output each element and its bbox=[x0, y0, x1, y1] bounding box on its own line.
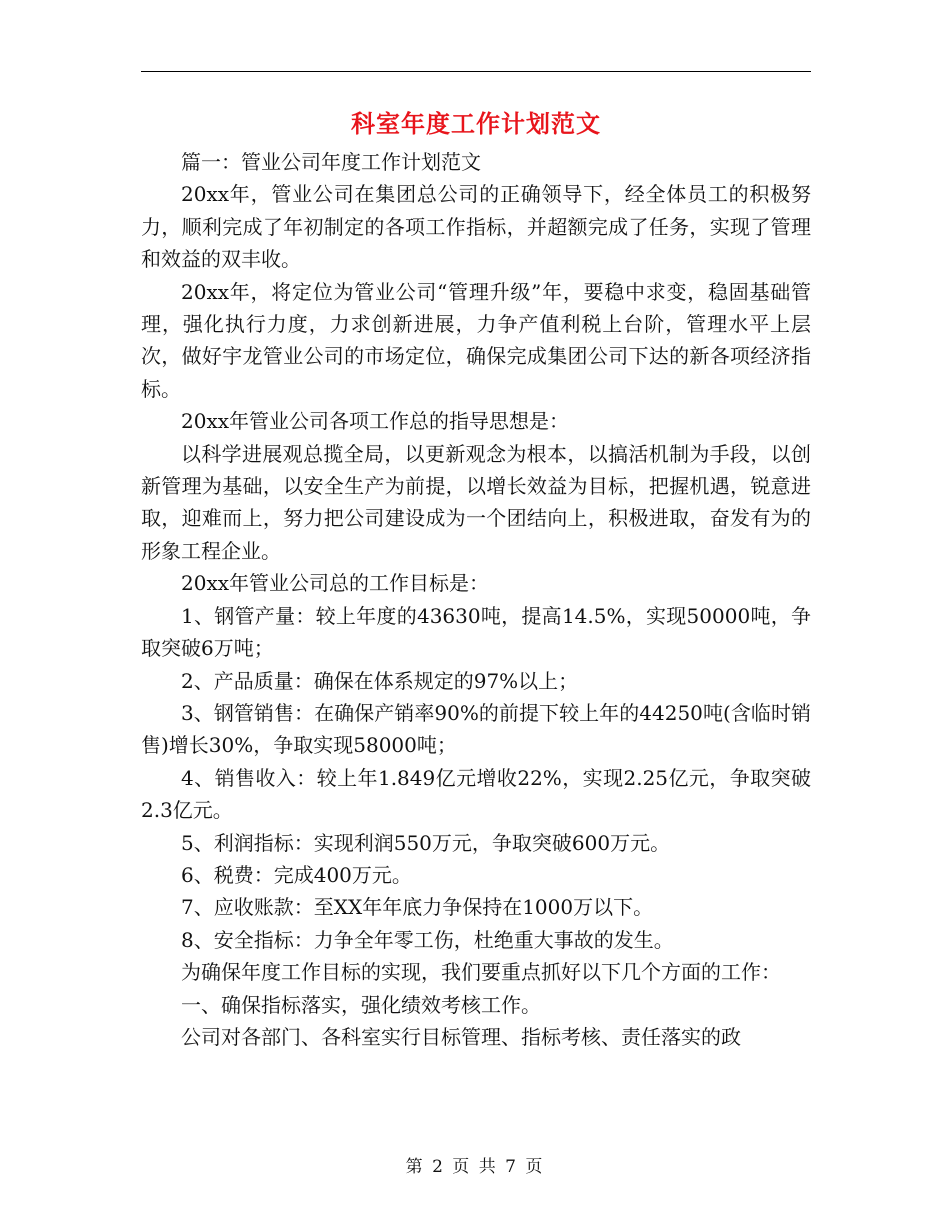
list-item: 2、产品质量：确保在体系规定的97%以上； bbox=[181, 668, 579, 693]
paragraph: 篇一：管业公司年度工作计划范文 bbox=[181, 150, 481, 174]
paragraph: 为确保年度工作目标的实现，我们要重点抓好以下几个方面的工作： bbox=[181, 960, 781, 985]
list-item: 4、销售收入：较上年1.849亿元增收22%，实现2.25亿元，争取突破2.3亿元。 bbox=[141, 765, 811, 823]
paragraph: 以科学进展观总揽全局，以更新观念为根本，以搞活机制为手段，以创新管理为基础，以安全生产为前提，以增长效益为目标，把握机遇，锐意进取，迎难而上，努力把公司建设成为一个团结向上，积极进取，奋发有为的形象工程企业。 bbox=[141, 441, 811, 563]
list-item: 3、钢管销售：在确保产销率90%的前提下较上年的44250吨(含临时销售)增长30%，争取实现58000吨； bbox=[141, 700, 811, 758]
page-number-footer: 第 2 页 共 7 页 bbox=[405, 1157, 545, 1177]
document-title: 科室年度工作计划范文 bbox=[351, 109, 601, 138]
paragraph: 20xx年，将定位为管业公司“管理升级”年，要稳中求变，稳固基础管理，强化执行力度，力求创新进展，力争产值利税上台阶，管理水平上层次，做好宇龙管业公司的市场定位，确保完成集团公司下达的新各项经济指标。 bbox=[141, 279, 811, 401]
paragraph: 公司对各部门、各科室实行目标管理、指标考核、责任落实的政 bbox=[181, 1024, 741, 1049]
list-item: 7、应收账款：至XX年年底力争保持在1000万以下。 bbox=[181, 895, 654, 920]
section-heading: 一、确保指标落实，强化绩效考核工作。 bbox=[181, 992, 541, 1017]
list-item: 5、利润指标：实现利润550万元，争取突破600万元。 bbox=[181, 830, 671, 855]
list-item: 1、钢管产量：较上年度的43630吨，提高14.5%，实现50000吨，争取突破6万吨； bbox=[141, 603, 811, 661]
document-body bbox=[141, 146, 811, 1053]
list-item: 8、安全指标：力争全年零工伤，杜绝重大事故的发生。 bbox=[181, 927, 674, 952]
header-rule bbox=[141, 71, 811, 72]
paragraph: 20xx年管业公司总的工作目标是： bbox=[181, 571, 490, 596]
paragraph: 20xx年，管业公司在集团总公司的正确领导下，经全体员工的积极努力，顺利完成了年初制定的各项工作指标，并超额完成了任务，实现了管理和效益的双丰收。 bbox=[141, 182, 811, 272]
list-item: 6、税费：完成400万元。 bbox=[181, 862, 412, 887]
paragraph: 20xx年管业公司各项工作总的指导思想是： bbox=[181, 409, 570, 434]
